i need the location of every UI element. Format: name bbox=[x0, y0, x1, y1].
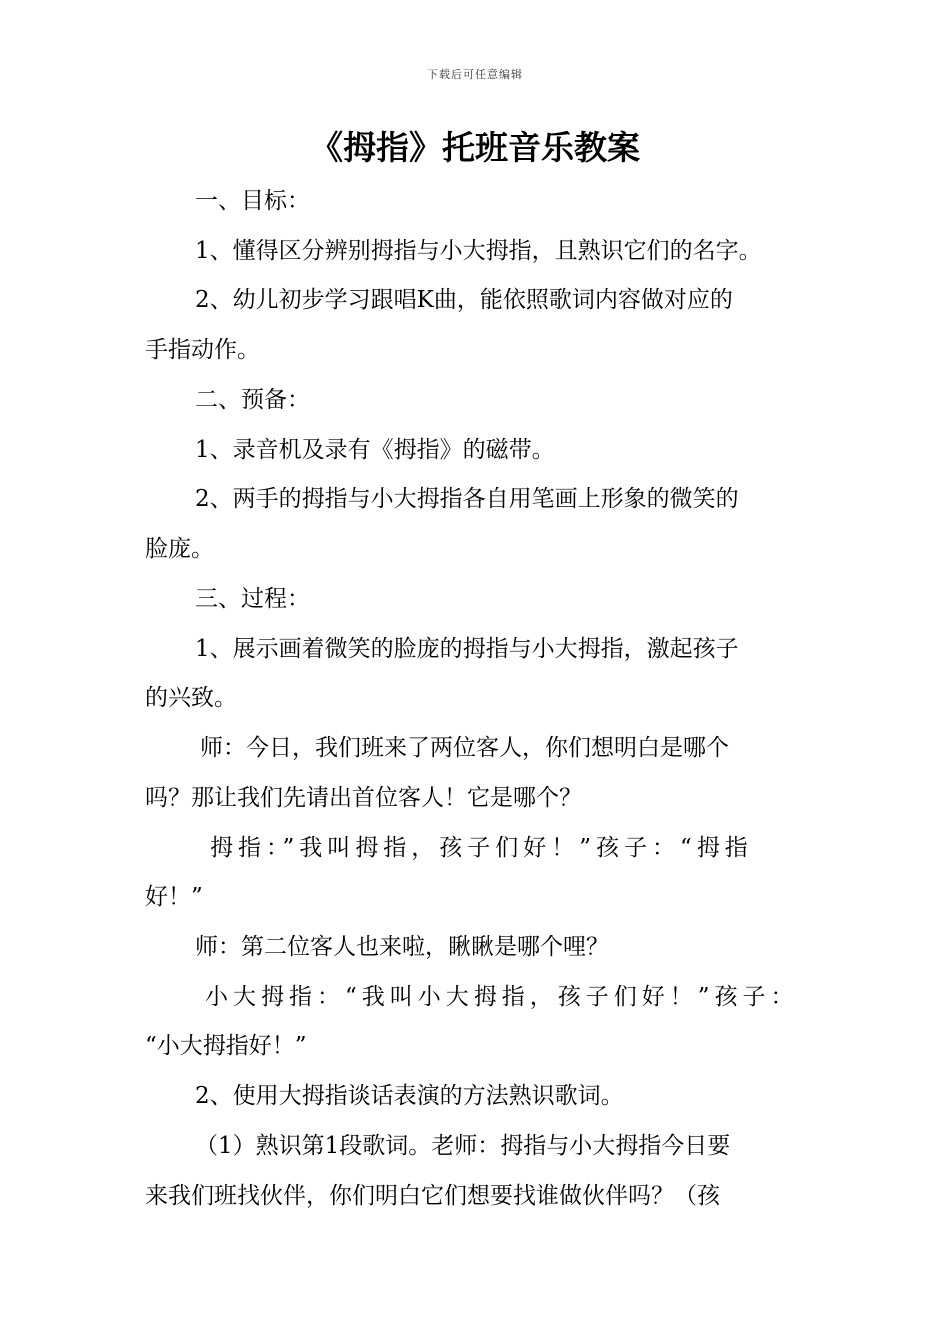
paragraph-line: 师：今日，我们班来了两位客人，你们想明白是哪个 bbox=[200, 735, 729, 761]
header-note: 下载后可任意编辑 bbox=[427, 68, 523, 81]
section-heading-prep: 二、预备： bbox=[195, 387, 310, 413]
paragraph-line: 手指动作。 bbox=[145, 337, 260, 363]
paragraph-line: 1、录音机及录有《拇指》的磁带。 bbox=[195, 437, 555, 463]
section-heading-goals: 一、目标： bbox=[195, 188, 310, 214]
paragraph-line: 的兴致。 bbox=[145, 685, 237, 711]
paragraph-line: 小大拇指：“我叫小大拇指，孩子们好！”孩子： bbox=[205, 984, 799, 1010]
paragraph-line: 1、展示画着微笑的脸庞的拇指与小大拇指，激起孩子 bbox=[195, 636, 739, 662]
section-heading-process: 三、过程： bbox=[195, 586, 310, 612]
document-title: 《拇指》托班音乐教案 bbox=[310, 128, 640, 167]
paragraph-line: “小大拇指好！” bbox=[145, 1033, 307, 1059]
paragraph-line: 来我们班找伙伴，你们明白它们想要找谁做伙伴吗？（孩 bbox=[145, 1183, 720, 1209]
paragraph-line: 拇指：”我叫拇指，孩子们好！”孩子：“拇指 bbox=[210, 835, 753, 861]
paragraph-line: 2、两手的拇指与小大拇指各自用笔画上形象的微笑的 bbox=[195, 486, 739, 512]
paragraph-line: 脸庞。 bbox=[145, 536, 214, 562]
paragraph-line: 2、使用大拇指谈话表演的方法熟识歌词。 bbox=[195, 1083, 624, 1109]
paragraph-line: 吗？那让我们先请出首位客人！它是哪个？ bbox=[145, 785, 582, 811]
paragraph-line: （1）熟识第1段歌词。老师：拇指与小大拇指今日要 bbox=[195, 1133, 731, 1159]
paragraph-line: 师：第二位客人也来啦，瞅瞅是哪个哩？ bbox=[195, 934, 609, 960]
paragraph-line: 2、幼儿初步学习跟唱K曲，能依照歌词内容做对应的 bbox=[195, 287, 733, 313]
paragraph-line: 1、懂得区分辨别拇指与小大拇指，且熟识它们的名字。 bbox=[195, 238, 762, 264]
paragraph-line: 好！” bbox=[145, 884, 203, 910]
